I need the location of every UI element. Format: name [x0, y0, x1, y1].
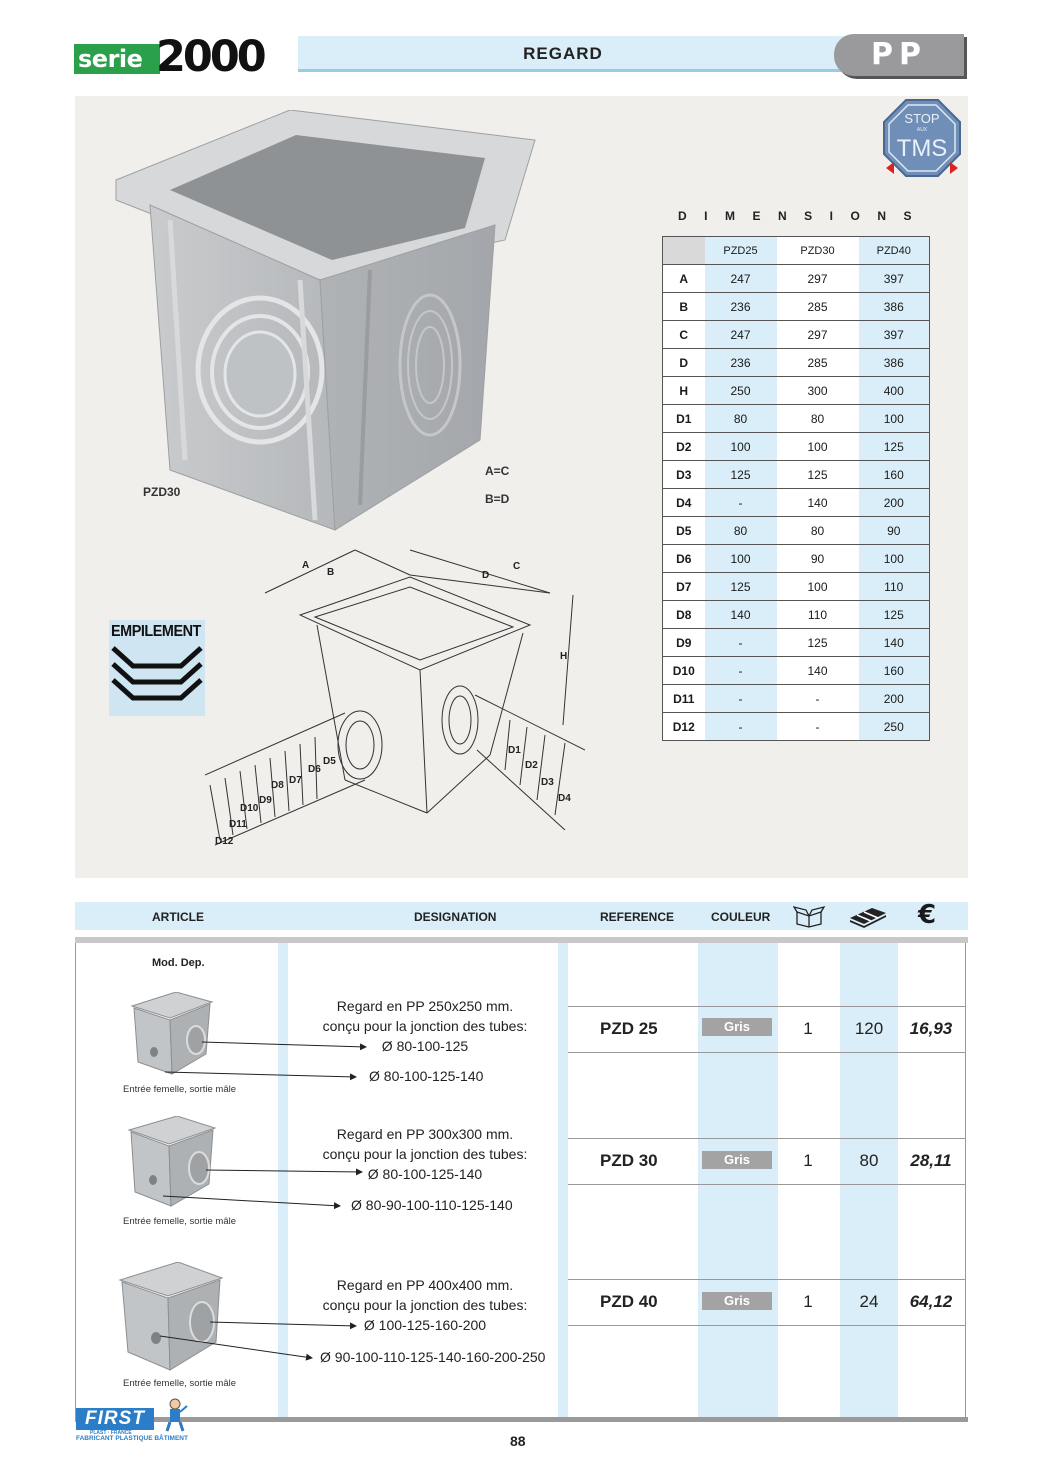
stacking-label: EMPILEMENT	[111, 623, 201, 640]
outlet-diameters: Ø 90-100-110-125-140-160-200-250	[320, 1349, 546, 1365]
dimension-value: -	[705, 713, 777, 741]
dim-label-d11: D11	[229, 819, 247, 830]
dimension-value: 125	[859, 601, 930, 629]
dimension-label: B	[663, 293, 705, 321]
dimension-row	[663, 377, 930, 405]
dimension-value: 285	[777, 293, 859, 321]
dimension-value: 125	[777, 461, 859, 489]
product-image-pzd40	[118, 1262, 224, 1377]
row-divider	[568, 1325, 966, 1326]
dim-label-d8: D8	[271, 780, 284, 791]
row-divider	[568, 1052, 966, 1053]
product-image-pzd30	[127, 1116, 217, 1213]
dim-label-a: A	[302, 560, 310, 571]
dimension-value: 397	[859, 265, 930, 293]
dim-label-d: D	[482, 570, 490, 581]
badge-stop: STOP	[904, 111, 940, 126]
dim-label-d3: D3	[541, 777, 554, 788]
designation-line: Regard en PP 300x300 mm.	[336, 1126, 514, 1142]
stop-tms-badge	[882, 98, 962, 178]
dimension-label: D8	[663, 601, 705, 629]
dimension-value: -	[777, 713, 859, 741]
dim-label-b: B	[327, 567, 335, 578]
designation-line: Regard en PP 400x400 mm.	[336, 1277, 514, 1293]
products-header	[75, 902, 968, 930]
qty-per-pallet: 80	[859, 1151, 879, 1170]
dimension-label: D3	[663, 461, 705, 489]
dimensions-title: DIMENSIONS	[678, 209, 930, 223]
dimension-label: D10	[663, 657, 705, 685]
dimension-row	[663, 405, 930, 433]
brand-sub: PLAST · FRANCE	[90, 1430, 132, 1436]
dimension-value: 297	[777, 321, 859, 349]
dimension-label: D1	[663, 405, 705, 433]
dimension-row	[663, 517, 930, 545]
dimension-value: 247	[705, 265, 777, 293]
inlet-diameters: Ø 80-100-125	[381, 1038, 469, 1054]
page-number: 88	[510, 1433, 526, 1449]
dimension-row	[663, 349, 930, 377]
product-designation	[290, 996, 560, 1056]
dim-label-d1: D1	[508, 745, 521, 756]
header-couleur: COULEUR	[711, 910, 771, 924]
dimension-value: 100	[777, 433, 859, 461]
dimension-row	[663, 265, 930, 293]
first-plast-logo	[76, 1398, 191, 1446]
dimension-value: 140	[859, 629, 930, 657]
dimension-value: 80	[705, 405, 777, 433]
dimension-value: 386	[859, 349, 930, 377]
dimension-value: 160	[859, 461, 930, 489]
dimension-label: D7	[663, 573, 705, 601]
dimension-value: 397	[859, 321, 930, 349]
dimension-label: C	[663, 321, 705, 349]
pallet-icon	[848, 904, 888, 933]
designation-line: conçu pour la jonction des tubes:	[322, 1297, 528, 1313]
dimension-label: D6	[663, 545, 705, 573]
dim-label-d10: D10	[240, 803, 259, 814]
mascot-icon	[162, 1398, 188, 1432]
dimension-row	[663, 433, 930, 461]
dimension-row	[663, 489, 930, 517]
page-title: REGARD	[523, 44, 603, 63]
dimension-value: 80	[777, 517, 859, 545]
dimension-label: D5	[663, 517, 705, 545]
dimensions-corner-cell	[663, 237, 705, 265]
dimension-label: A	[663, 265, 705, 293]
dimension-label: D4	[663, 489, 705, 517]
dimension-label: H	[663, 377, 705, 405]
dim-label-d2: D2	[525, 760, 538, 771]
badge-tms: TMS	[896, 135, 948, 162]
product-designation	[290, 1275, 560, 1335]
entry-note: Entrée femelle, sortie mâle	[123, 1378, 236, 1389]
column-header: PZD40	[859, 237, 930, 265]
dimension-row	[663, 573, 930, 601]
dimension-label: D	[663, 349, 705, 377]
qty-per-pallet: 24	[859, 1292, 879, 1311]
logo-word: serie	[74, 44, 160, 74]
table-bottom-bar	[75, 1417, 968, 1422]
entry-note: Entrée femelle, sortie mâle	[123, 1084, 236, 1095]
brand-tagline: FABRICANT PLASTIQUE BÂTIMENT	[76, 1435, 188, 1442]
carton-box-icon	[793, 904, 825, 933]
header-reference: REFERENCE	[600, 910, 675, 924]
dimension-value: 140	[777, 489, 859, 517]
equality-ac: A=C	[485, 464, 510, 478]
product-image-pzd25	[130, 992, 214, 1081]
column-header: PZD25	[705, 237, 777, 265]
dimension-value: -	[705, 685, 777, 713]
dimension-value: 140	[777, 657, 859, 685]
dim-label-h: H	[560, 651, 568, 662]
dimension-row	[663, 321, 930, 349]
qty-per-box: 1	[803, 1019, 813, 1038]
dimension-label: D9	[663, 629, 705, 657]
equality-bd: B=D	[485, 492, 510, 506]
dimension-row	[663, 629, 930, 657]
dimension-row	[663, 545, 930, 573]
photo-model-label: PZD30	[143, 485, 181, 499]
dimension-value: 110	[859, 573, 930, 601]
product-price: 28,11	[910, 1151, 952, 1170]
dimension-value: -	[705, 657, 777, 685]
dimension-row	[663, 685, 930, 713]
dimension-value: 100	[705, 433, 777, 461]
dimension-value: 250	[859, 713, 930, 741]
inlet-diameters: Ø 80-100-125-140	[367, 1166, 483, 1182]
designation-line: Regard en PP 250x250 mm.	[336, 998, 514, 1014]
dimension-value: -	[705, 629, 777, 657]
dim-label-d6: D6	[308, 764, 321, 775]
product-price: 16,93	[909, 1019, 953, 1038]
row-divider	[568, 1279, 966, 1280]
dimension-value: 125	[705, 573, 777, 601]
inlet-diameters: Ø 100-125-160-200	[363, 1317, 487, 1333]
dimensions-table	[662, 236, 930, 741]
dimension-value: 80	[777, 405, 859, 433]
row-divider	[568, 1006, 966, 1007]
header-designation: DESIGNATION	[414, 910, 497, 924]
dimension-label: D12	[663, 713, 705, 741]
outlet-diameters: Ø 80-90-100-110-125-140	[351, 1197, 513, 1213]
dimension-value: 125	[859, 433, 930, 461]
stacking-pictogram	[109, 620, 205, 716]
badge-aux: AUX	[916, 127, 928, 133]
dimension-value: 300	[777, 377, 859, 405]
serie2000-logo	[74, 32, 290, 82]
dimension-row	[663, 601, 930, 629]
dim-label-c: C	[513, 561, 521, 572]
dimension-value: 100	[859, 405, 930, 433]
dimension-row	[663, 713, 930, 741]
dimension-row	[663, 461, 930, 489]
column-header: PZD30	[777, 237, 859, 265]
brand-name: FIRST	[76, 1408, 154, 1430]
color-badge: Gris	[702, 1151, 772, 1169]
material-tab: PP	[834, 34, 964, 76]
dimension-value: 247	[705, 321, 777, 349]
row-divider	[568, 1138, 966, 1139]
designation-line: conçu pour la jonction des tubes:	[322, 1018, 528, 1034]
dimension-value: 200	[859, 489, 930, 517]
outlet-diameters: Ø 80-100-125-140	[369, 1068, 484, 1084]
dimension-row	[663, 657, 930, 685]
dimension-value: -	[705, 489, 777, 517]
product-reference: PZD 25	[600, 1019, 658, 1038]
dimension-value: 297	[777, 265, 859, 293]
dimension-value: 125	[705, 461, 777, 489]
dimension-value: 386	[859, 293, 930, 321]
header-article: ARTICLE	[152, 910, 204, 924]
dimension-value: 110	[777, 601, 859, 629]
dimension-value: 400	[859, 377, 930, 405]
dim-label-d7: D7	[289, 775, 302, 786]
qty-per-box: 1	[803, 1292, 813, 1311]
stacking-icon	[111, 644, 203, 712]
dimension-value: 236	[705, 293, 777, 321]
dimension-value: -	[777, 685, 859, 713]
row-divider	[568, 1184, 966, 1185]
dimension-label: D11	[663, 685, 705, 713]
dimension-value: 250	[705, 377, 777, 405]
dimension-value: 236	[705, 349, 777, 377]
logo-number: 2000	[156, 32, 264, 82]
dimensions-header-row	[663, 237, 930, 265]
dim-label-d5: D5	[323, 756, 336, 767]
dimension-value: 140	[705, 601, 777, 629]
entry-note: Entrée femelle, sortie mâle	[123, 1216, 236, 1227]
mod-dep-label: Mod. Dep.	[152, 957, 205, 969]
dimension-row	[663, 293, 930, 321]
product-price: 64,12	[909, 1292, 953, 1311]
regard-photo	[110, 110, 550, 535]
dimension-value: 90	[859, 517, 930, 545]
dim-label-d9: D9	[259, 795, 272, 806]
product-reference: PZD 40	[600, 1292, 658, 1311]
dimension-label: D2	[663, 433, 705, 461]
technical-drawing	[205, 545, 585, 855]
dimension-value: 200	[859, 685, 930, 713]
dimension-value: 90	[777, 545, 859, 573]
dim-label-d12: D12	[215, 836, 234, 847]
dimension-value: 80	[705, 517, 777, 545]
color-badge: Gris	[702, 1018, 772, 1036]
dimension-value: 100	[777, 573, 859, 601]
designation-line: conçu pour la jonction des tubes:	[322, 1146, 528, 1162]
color-badge: Gris	[702, 1292, 772, 1310]
qty-per-box: 1	[803, 1151, 813, 1170]
dimension-value: 285	[777, 349, 859, 377]
qty-per-pallet: 120	[854, 1019, 884, 1038]
product-designation	[290, 1124, 560, 1184]
euro-icon: €	[918, 900, 937, 930]
dimension-value: 125	[777, 629, 859, 657]
dimension-value: 100	[859, 545, 930, 573]
product-reference: PZD 30	[600, 1151, 658, 1170]
dimension-value: 100	[705, 545, 777, 573]
dimension-value: 160	[859, 657, 930, 685]
dim-label-d4: D4	[558, 793, 571, 804]
